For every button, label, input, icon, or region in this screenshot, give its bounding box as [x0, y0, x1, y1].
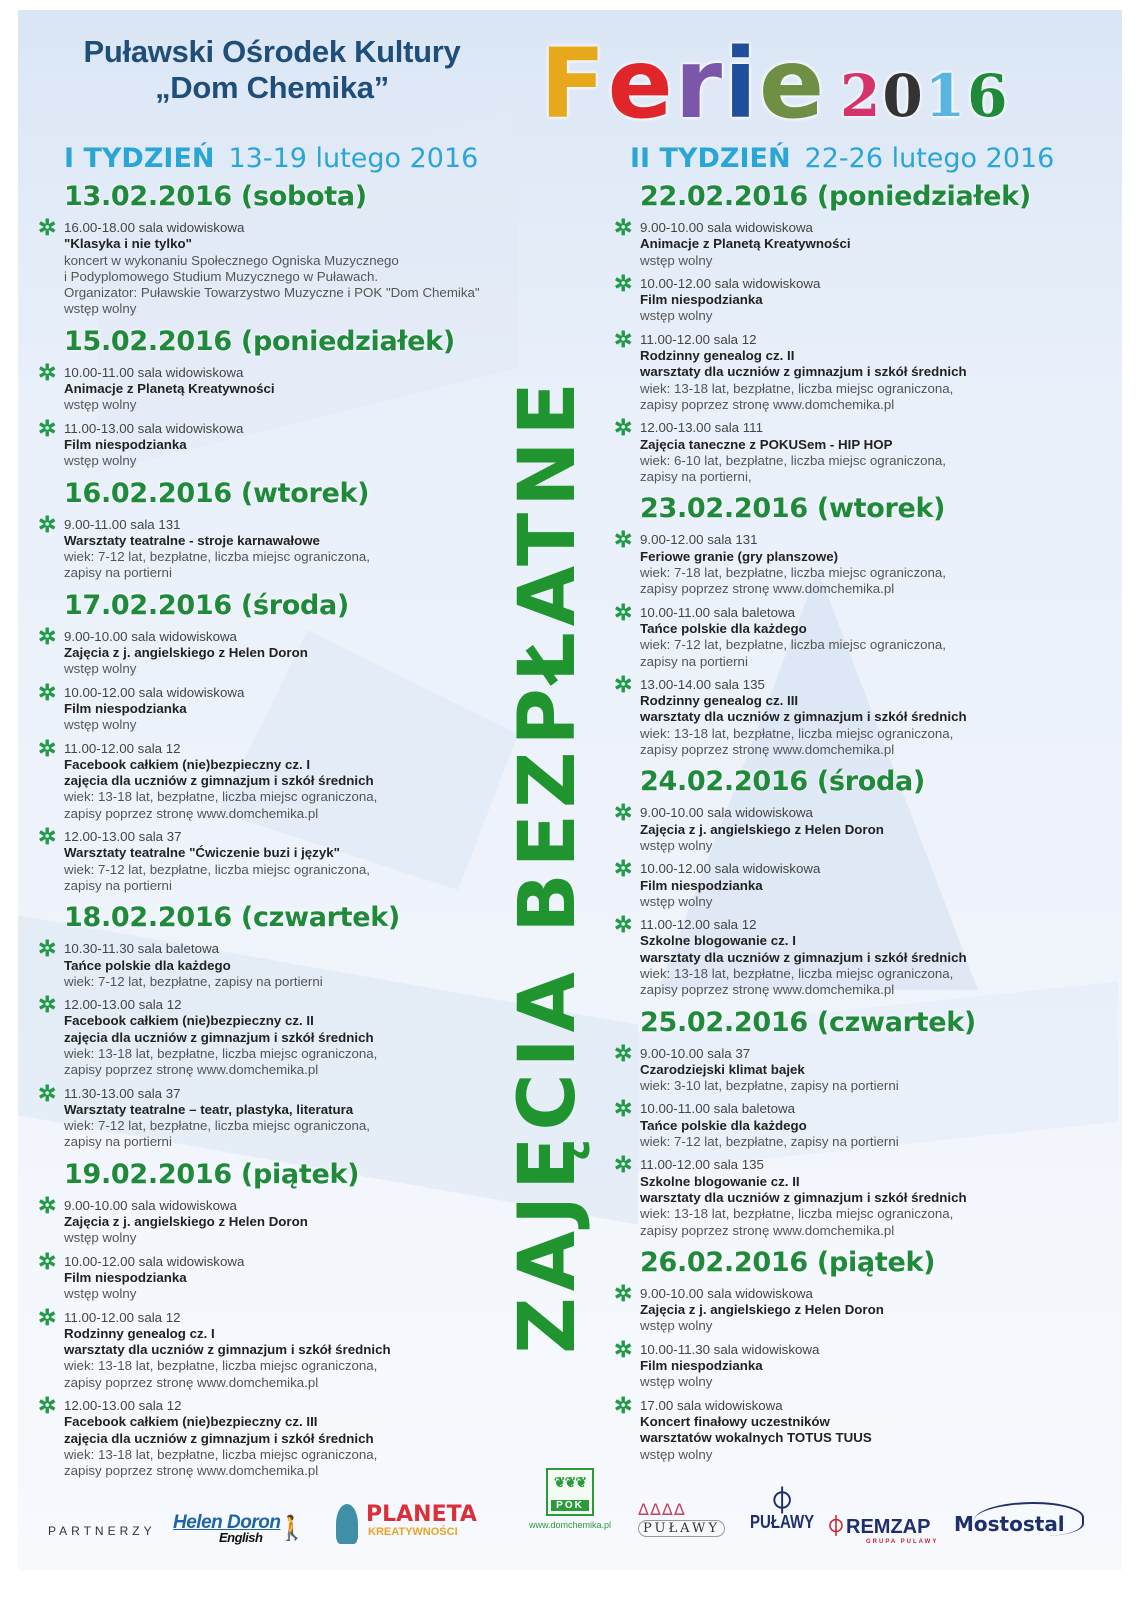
event-time-room: 9.00-10.00 sala widowiskowa: [64, 1197, 237, 1213]
week-1-schedule: [34, 180, 534, 1487]
event-info: wstęp wolny: [64, 1230, 137, 1246]
event-info: zapisy poprzez stronę www.domchemika.pl: [640, 396, 895, 412]
event-time-room: 10.00-11.00 sala baletowa: [640, 604, 795, 620]
event-item: [34, 1304, 534, 1391]
event-info: wstęp wolny: [640, 837, 713, 853]
snowflake-bullet-icon: ✲: [38, 936, 57, 962]
event-info: wiek: 13-18 lat, bezpłatne, liczba miejsc ograniczona,: [64, 789, 378, 805]
event-item: [610, 1040, 1080, 1095]
event-item: [610, 1152, 1080, 1238]
event-info: wstęp wolny: [640, 1374, 713, 1390]
event-item: [34, 215, 534, 318]
logo-letter: e: [758, 28, 827, 140]
snowflake-bullet-icon: ✲: [38, 415, 57, 441]
event-item: [34, 992, 534, 1078]
event-item: [34, 936, 534, 990]
day-heading: 24.02.2016 (środa): [640, 766, 925, 798]
event-title: Facebook całkiem (nie)bezpieczny cz. III: [64, 1414, 318, 1430]
event-info: wstęp wolny: [64, 453, 137, 469]
event-info: wiek: 7-12 lat, bezpłatne, liczba miejsc ograniczona,: [64, 1118, 370, 1134]
event-title: Zajęcia taneczne z POKUSem - HIP HOP: [640, 436, 893, 452]
event-info: wstęp wolny: [64, 661, 137, 677]
snowflake-bullet-icon: ✲: [614, 1152, 633, 1178]
snowflake-bullet-icon: ✲: [38, 511, 57, 537]
event-item: [610, 856, 1080, 910]
event-info: wiek: 6-10 lat, bezpłatne, liczba miejsc ograniczona,: [640, 452, 946, 468]
event-info: i Podyplomowego Studium Muzycznego w Puławach.: [64, 268, 379, 284]
event-info: wstęp wolny: [640, 308, 713, 324]
event-title: Film niespodzianka: [640, 292, 763, 308]
event-info: wstęp wolny: [640, 1318, 713, 1334]
event-title: Warsztaty teatralne – teatr, plastyka, literatura: [64, 1101, 354, 1117]
snowflake-bullet-icon: ✲: [614, 215, 633, 240]
event-time-room: 10.00-11.00 sala baletowa: [640, 1101, 795, 1117]
event-info: zapisy na portierni: [64, 565, 172, 581]
event-time-room: 9.00-10.00 sala widowiskowa: [640, 1285, 813, 1301]
event-info: wiek: 7-12 lat, bezpłatne, liczba miejsc ograniczona,: [640, 637, 946, 653]
event-item: [610, 270, 1080, 325]
day-heading: 16.02.2016 (wtorek): [64, 477, 370, 509]
event-title: warsztaty dla uczniów z gimnazjum i szkół średnich: [640, 949, 967, 965]
event-title: Film niespodzianka: [640, 877, 763, 893]
pulawy-kids-logo: ᐃᐃᐃᐃ PUŁAWY: [638, 1500, 725, 1537]
event-title: Film niespodzianka: [64, 436, 187, 452]
week-2-label: II TYDZIEŃ: [630, 143, 791, 174]
event-title: Szkolne blogowanie cz. II: [640, 1173, 800, 1189]
event-item: [610, 1336, 1080, 1391]
event-time-room: 11.00-12.00 sala 12: [640, 917, 757, 933]
event-item: [34, 1248, 534, 1303]
event-item: [610, 215, 1080, 269]
day-heading: 25.02.2016 (czwartek): [640, 1006, 976, 1038]
snowflake-bullet-icon: ✲: [614, 671, 633, 697]
event-time-room: 10.00-12.00 sala widowiskowa: [64, 684, 245, 700]
event-info: wstęp wolny: [64, 301, 137, 317]
event-time-room: 10.00-12.00 sala widowiskowa: [640, 275, 821, 291]
event-time-room: 10.00-11.00 sala widowiskowa: [64, 364, 244, 380]
event-time-room: 9.00-12.00 sala 131: [640, 532, 758, 548]
event-time-room: 12.00-13.00 sala 12: [64, 1398, 182, 1414]
event-info: wiek: 13-18 lat, bezpłatne, liczba miejsc ograniczona,: [64, 1045, 378, 1061]
event-info: wiek: 13-18 lat, bezpłatne, liczba miejsc ograniczona,: [640, 725, 954, 741]
day-heading: 23.02.2016 (wtorek): [640, 493, 946, 525]
event-info: wstęp wolny: [64, 717, 137, 733]
snowflake-bullet-icon: ✲: [614, 270, 633, 296]
snowflake-bullet-icon: ✲: [614, 415, 633, 441]
event-time-room: 9.00-10.00 sala widowiskowa: [640, 805, 813, 821]
event-info: wiek: 7-12 lat, bezpłatne, liczba miejsc ograniczona,: [64, 549, 370, 565]
event-time-room: 9.00-11.00 sala 131: [64, 516, 181, 532]
event-time-room: 11.30-13.00 sala 37: [64, 1085, 181, 1101]
event-info: zapisy na portierni: [64, 1134, 172, 1150]
event-time-room: 9.00-10.00 sala widowiskowa: [640, 220, 813, 235]
event-title: Rodzinny genealog cz. III: [640, 693, 799, 709]
rocket-icon: [336, 1504, 358, 1544]
event-title: Rodzinny genealog cz. I: [64, 1325, 215, 1341]
event-time-room: 17.00 sala widowiskowa: [640, 1397, 783, 1413]
event-item: [610, 527, 1080, 597]
event-item: [34, 511, 534, 582]
snowflake-bullet-icon: ✲: [38, 1080, 57, 1106]
event-item: [34, 679, 534, 734]
day-heading: 19.02.2016 (piątek): [64, 1158, 360, 1190]
ferie-logo: [540, 24, 1010, 140]
snowflake-bullet-icon: ✲: [614, 1280, 633, 1306]
website-url: www.domchemika.pl: [528, 1520, 612, 1530]
event-info: wiek: 13-18 lat, bezpłatne, liczba miejsc ograniczona,: [640, 380, 954, 396]
event-item: [610, 326, 1080, 413]
free-classes-banner: ZAJĘCIA BEZPŁATNE: [503, 376, 593, 1354]
event-info: zapisy poprzez stronę www.domchemika.pl: [64, 805, 319, 821]
event-title: Warsztaty teatralne "Ćwiczenie buzi i język": [64, 845, 340, 861]
event-title: Szkolne blogowanie cz. I: [640, 933, 796, 949]
snowflake-bullet-icon: ✲: [614, 912, 633, 938]
event-info: wstęp wolny: [640, 1446, 713, 1462]
event-info: wstęp wolny: [640, 252, 713, 268]
event-title: Zajęcia z j. angielskiego z Helen Doron: [64, 1214, 308, 1230]
event-title: warsztaty dla uczniów z gimnazjum i szkół średnich: [640, 364, 967, 380]
event-info: wstęp wolny: [640, 893, 713, 909]
snowflake-bullet-icon: ✲: [38, 735, 57, 761]
day-heading: 17.02.2016 (środa): [64, 589, 349, 621]
snowflake-bullet-icon: ✲: [614, 1040, 633, 1066]
organization-title: [52, 34, 492, 106]
event-title: Zajęcia z j. angielskiego z Helen Doron: [640, 821, 884, 837]
snowflake-bullet-icon: ✲: [38, 359, 57, 385]
week-1-heading: [64, 143, 478, 174]
event-title: warsztaty dla uczniów z gimnazjum i szkół średnich: [640, 1189, 967, 1205]
event-info: wstęp wolny: [64, 1286, 137, 1302]
event-item: [610, 415, 1080, 485]
event-info: zapisy na portierni: [64, 877, 172, 893]
event-info: Organizator: Puławskie Towarzystwo Muzyczne i POK "Dom Chemika": [64, 285, 480, 301]
week-2-schedule: [610, 180, 1080, 1470]
snowflake-bullet-icon: ✲: [38, 1192, 57, 1218]
event-item: [610, 800, 1080, 854]
event-info: zapisy poprzez stronę www.domchemika.pl: [640, 742, 895, 758]
logo-letter: F: [540, 28, 608, 140]
event-info: wiek: 13-18 lat, bezpłatne, liczba miejsc ograniczona,: [640, 965, 954, 981]
event-item: [34, 415, 534, 470]
event-title: "Klasyka i nie tylko": [64, 236, 192, 252]
event-info: zapisy poprzez stronę www.domchemika.pl: [64, 1374, 319, 1390]
snowflake-bullet-icon: ✲: [614, 1392, 633, 1418]
snowflake-bullet-icon: ✲: [614, 1336, 633, 1362]
event-item: [34, 1393, 534, 1479]
snowflake-bullet-icon: ✲: [614, 856, 633, 882]
event-time-room: 11.00-12.00 sala 12: [64, 740, 181, 756]
event-info: zapisy poprzez stronę www.domchemika.pl: [640, 982, 895, 998]
leaves-icon: ❦❦❦: [553, 1474, 587, 1490]
partners-footer: PARTNERZY Helen Doron English 🚶 PLANETA KREATYWNOŚCI ❦❦❦ POK www.domchemika.pl ᐃᐃᐃᐃ PUŁAWY ⏀ PUŁAWY ⏀REMZAP GRUPA PULAWY Mostostal: [48, 1506, 1118, 1556]
event-info: wiek: 3-10 lat, bezpłatne, zapisy na portierni: [640, 1078, 899, 1094]
event-info: zapisy na portierni,: [640, 469, 752, 485]
event-title: Warsztaty teatralne - stroje karnawałowe: [64, 532, 320, 548]
event-item: [34, 735, 534, 822]
partners-label: PARTNERZY: [48, 1524, 156, 1538]
event-title: Zajęcia z j. angielskiego z Helen Doron: [64, 645, 308, 661]
event-title: Tańce polskie dla każdego: [640, 1117, 807, 1133]
event-title: Film niespodzianka: [64, 700, 187, 716]
event-title: Tańce polskie dla każdego: [640, 620, 807, 636]
event-info: wiek: 13-18 lat, bezpłatne, liczba miejsc ograniczona,: [640, 1206, 954, 1222]
event-time-room: 9.00-10.00 sala 37: [640, 1045, 751, 1061]
event-title: warsztaty dla uczniów z gimnazjum i szkół średnich: [64, 1342, 391, 1358]
event-title: Rodzinny genealog cz. II: [640, 348, 795, 364]
snowflake-bullet-icon: ✲: [614, 599, 633, 625]
event-info: zapisy poprzez stronę www.domchemika.pl: [64, 1062, 319, 1078]
event-item: [34, 623, 534, 678]
event-title: Tańce polskie dla każdego: [64, 957, 231, 973]
event-time-room: 10.00-11.30 sala widowiskowa: [640, 1341, 820, 1357]
event-title: zajęcia dla uczniów z gimnazjum i szkół średnich: [64, 773, 374, 789]
snowflake-bullet-icon: ✲: [38, 623, 57, 649]
event-time-room: 11.00-12.00 sala 135: [640, 1157, 764, 1173]
snowflake-bullet-icon: ✲: [614, 527, 633, 553]
event-info: wiek: 13-18 lat, bezpłatne, liczba miejsc ograniczona,: [64, 1358, 378, 1374]
event-title: Feriowe granie (gry planszowe): [640, 548, 839, 564]
logo-letter: r: [674, 28, 725, 140]
event-info: koncert w wykonaniu Społecznego Ogniska Muzycznego: [64, 252, 399, 268]
event-title: Zajęcia z j. angielskiego z Helen Doron: [640, 1302, 884, 1318]
event-time-room: 11.00-13.00 sala widowiskowa: [64, 420, 244, 436]
event-info: wiek: 7-18 lat, bezpłatne, liczba miejsc ograniczona,: [640, 565, 946, 581]
snowflake-bullet-icon: ✲: [614, 1096, 633, 1122]
snowflake-bullet-icon: ✲: [614, 800, 633, 826]
logo-letter: i: [724, 28, 759, 140]
event-item: [34, 824, 534, 894]
snowflake-bullet-icon: ✲: [38, 215, 57, 240]
event-time-room: 10.00-12.00 sala widowiskowa: [64, 1253, 245, 1269]
event-item: [34, 1192, 534, 1247]
event-title: Film niespodzianka: [640, 1358, 763, 1374]
event-info: wiek: 7-12 lat, bezpłatne, zapisy na portierni: [640, 1134, 899, 1150]
event-time-room: 10.00-12.00 sala widowiskowa: [640, 861, 821, 877]
event-title: Animacje z Planetą Kreatywności: [64, 381, 275, 397]
children-figures-icon: ᐃᐃᐃᐃ: [638, 1502, 686, 1519]
day-heading: 13.02.2016 (sobota): [64, 181, 367, 212]
arc-icon: [974, 1502, 1084, 1536]
event-title: Film niespodzianka: [64, 1269, 187, 1285]
mostostal-logo: Mostostal: [954, 1512, 1065, 1536]
snowflake-bullet-icon: ✲: [38, 992, 57, 1018]
event-time-room: 12.00-13.00 sala 111: [640, 420, 763, 436]
event-item: [610, 671, 1080, 758]
helen-doron-logo: Helen Doron English 🚶: [173, 1512, 307, 1545]
event-info: wstęp wolny: [64, 397, 137, 413]
org-name: Puławski Ośrodek Kultury: [83, 34, 461, 69]
event-item: [34, 359, 534, 414]
event-info: zapisy poprzez stronę www.domchemika.pl: [640, 581, 895, 597]
event-item: [610, 1392, 1080, 1463]
event-time-room: 13.00-14.00 sala 135: [640, 676, 765, 692]
event-item: [610, 912, 1080, 998]
event-time-room: 9.00-10.00 sala widowiskowa: [64, 628, 237, 644]
event-title: zajęcia dla uczniów z gimnazjum i szkół średnich: [64, 1029, 374, 1045]
week-1-label: I TYDZIEŃ: [64, 143, 215, 174]
logo-letter: e: [607, 28, 675, 140]
snowflake-bullet-icon: ✲: [38, 1393, 57, 1419]
event-time-room: 11.00-12.00 sala 12: [640, 331, 757, 347]
day-heading: 26.02.2016 (piątek): [640, 1246, 936, 1278]
pok-logo: ❦❦❦ POK www.domchemika.pl: [520, 1468, 620, 1530]
day-heading: 15.02.2016 (poniedziałek): [64, 325, 455, 357]
event-title: Facebook całkiem (nie)bezpieczny cz. I: [64, 756, 311, 772]
event-item: [610, 599, 1080, 670]
event-time-room: 12.00-13.00 sala 12: [64, 997, 182, 1013]
day-heading: 22.02.2016 (poniedziałek): [640, 181, 1031, 212]
event-item: [610, 1096, 1080, 1150]
event-info: zapisy poprzez stronę www.domchemika.pl: [64, 1463, 319, 1479]
event-title: warsztatów wokalnych TOTUS TUUS: [640, 1430, 872, 1446]
event-time-room: 10.30-11.30 sala baletowa: [64, 941, 219, 957]
event-info: wiek: 7-12 lat, bezpłatne, liczba miejsc ograniczona,: [64, 861, 370, 877]
pulawy-emblem-icon: ⏀: [769, 1486, 796, 1516]
event-title: Koncert finałowy uczestników: [640, 1413, 830, 1429]
event-title: Czarodziejski klimat bajek: [640, 1061, 805, 1077]
remzap-emblem-icon: ⏀: [826, 1516, 846, 1538]
snowflake-bullet-icon: ✲: [38, 1304, 57, 1330]
snowflake-bullet-icon: ✲: [38, 824, 57, 850]
event-title: warsztaty dla uczniów z gimnazjum i szkół średnich: [640, 709, 967, 725]
event-title: zajęcia dla uczniów z gimnazjum i szkół średnich: [64, 1430, 374, 1446]
event-time-room: 11.00-12.00 sala 12: [64, 1309, 181, 1325]
event-item: [610, 1280, 1080, 1335]
remzap-logo: ⏀REMZAP GRUPA PULAWY: [826, 1516, 939, 1545]
org-venue: „Dom Chemika”: [155, 70, 389, 105]
week-2-heading: [630, 143, 1054, 174]
event-info: wiek: 13-18 lat, bezpłatne, liczba miejsc ograniczona,: [64, 1446, 378, 1462]
snowflake-bullet-icon: ✲: [38, 679, 57, 705]
event-time-room: 16.00-18.00 sala widowiskowa: [64, 220, 245, 235]
week-2-dates: 22-26 lutego 2016: [804, 143, 1055, 174]
event-time-room: 12.00-13.00 sala 37: [64, 829, 182, 845]
walking-figure-icon: 🚶: [277, 1515, 307, 1542]
event-title: Animacje z Planetą Kreatywności: [640, 236, 851, 252]
logo-year: 2016: [840, 62, 1010, 130]
event-title: Facebook całkiem (nie)bezpieczny cz. II: [64, 1013, 314, 1029]
event-item: [34, 1080, 534, 1151]
week-1-dates: 13-19 lutego 2016: [228, 143, 479, 174]
event-info: wiek: 7-12 lat, bezpłatne, zapisy na portierni: [64, 973, 323, 989]
snowflake-bullet-icon: ✲: [38, 1248, 57, 1274]
day-heading: 18.02.2016 (czwartek): [64, 902, 400, 934]
azoty-pulawy-logo: ⏀ PUŁAWY: [750, 1486, 815, 1533]
snowflake-bullet-icon: ✲: [614, 326, 633, 352]
event-info: zapisy poprzez stronę www.domchemika.pl: [640, 1222, 895, 1238]
event-info: zapisy na portierni: [640, 653, 748, 669]
